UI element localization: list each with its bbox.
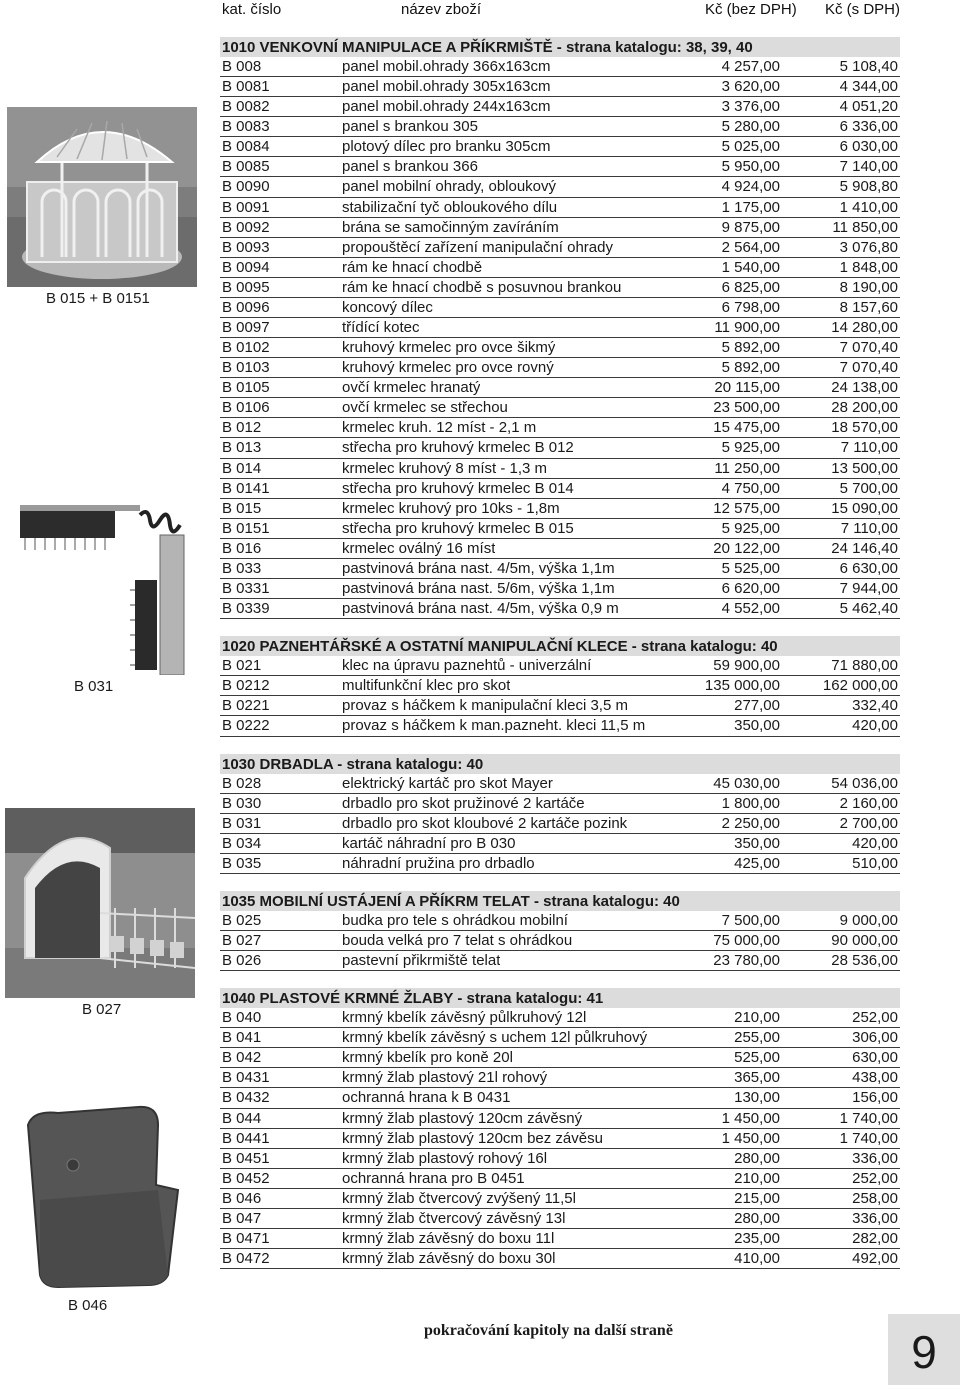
table-row bbox=[220, 1068, 900, 1088]
price-vat: 54 036,00 bbox=[831, 774, 898, 792]
price-vat: 336,00 bbox=[852, 1149, 898, 1167]
item-code: B 014 bbox=[222, 459, 262, 477]
item-name: ovčí krmelec se střechou bbox=[342, 399, 508, 417]
item-name: propouštěcí zařízení manipulační ohrady bbox=[342, 238, 613, 256]
item-name: krmný kbelík závěsný půlkruhový 12l bbox=[342, 1009, 587, 1027]
price-vat: 5 462,40 bbox=[839, 600, 898, 618]
item-name: ovčí krmelec hranatý bbox=[342, 379, 481, 397]
item-code: B 035 bbox=[222, 854, 262, 872]
table-row bbox=[220, 1229, 900, 1249]
price-vat: 6 030,00 bbox=[839, 138, 898, 156]
section-title: 1010 VENKOVNÍ MANIPULACE A PŘÍKRMIŠTĚ - strana katalogu: 38, 39, 40 bbox=[220, 37, 900, 57]
table-row bbox=[220, 951, 900, 971]
item-code: B 015 bbox=[222, 499, 262, 517]
item-name: plotový dílec pro branku 305cm bbox=[342, 138, 551, 156]
item-code: B 016 bbox=[222, 539, 262, 557]
price-vat: 420,00 bbox=[852, 717, 898, 735]
price-no-vat: 5 280,00 bbox=[721, 118, 780, 136]
item-name: panel mobilní ohrady, obloukový bbox=[342, 178, 557, 196]
item-name: krmný žlab závěsný do boxu 11l bbox=[342, 1229, 555, 1247]
item-name: náhradní pružina pro drbadlo bbox=[342, 854, 535, 872]
table-row bbox=[220, 1149, 900, 1169]
table-row bbox=[220, 77, 900, 97]
table-row bbox=[220, 1249, 900, 1269]
price-no-vat: 1 450,00 bbox=[721, 1129, 780, 1147]
section-title: 1035 MOBILNÍ USTÁJENÍ A PŘÍKRM TELAT - strana katalogu: 40 bbox=[220, 891, 900, 911]
price-no-vat: 20 115,00 bbox=[714, 379, 780, 397]
price-vat: 28 536,00 bbox=[831, 952, 898, 970]
item-code: B 0222 bbox=[222, 717, 270, 735]
table-row bbox=[220, 318, 900, 338]
calf-hutch-photo bbox=[5, 808, 195, 998]
table-row bbox=[220, 559, 900, 579]
item-name: krmný kbelík závěsný s uchem 12l půlkruhový bbox=[342, 1029, 648, 1047]
table-row bbox=[220, 278, 900, 298]
item-name: brána se samočinným zavíráním bbox=[342, 218, 559, 236]
item-code: B 0441 bbox=[222, 1129, 270, 1147]
item-code: B 033 bbox=[222, 559, 262, 577]
price-vat: 7 110,00 bbox=[840, 519, 898, 537]
item-name: kruhový krmelec pro ovce šikmý bbox=[342, 339, 556, 357]
item-code: B 0221 bbox=[222, 697, 270, 715]
price-no-vat: 3 620,00 bbox=[721, 78, 780, 96]
price-vat: 630,00 bbox=[852, 1049, 898, 1067]
table-row bbox=[220, 238, 900, 258]
price-no-vat: 4 924,00 bbox=[721, 178, 780, 196]
item-name: koncový dílec bbox=[342, 298, 433, 316]
price-vat: 28 200,00 bbox=[831, 399, 898, 417]
price-no-vat: 59 900,00 bbox=[713, 657, 780, 675]
price-vat: 71 880,00 bbox=[831, 657, 898, 675]
item-name: krmný žlab plastový rohový 16l bbox=[342, 1149, 548, 1167]
price-no-vat: 5 925,00 bbox=[721, 519, 780, 537]
price-no-vat: 4 750,00 bbox=[721, 479, 780, 497]
price-vat: 5 908,80 bbox=[839, 178, 898, 196]
price-vat: 6 630,00 bbox=[839, 559, 898, 577]
price-vat: 8 190,00 bbox=[839, 278, 898, 296]
item-code: B 0451 bbox=[222, 1149, 270, 1167]
table-row bbox=[220, 854, 900, 874]
item-code: B 021 bbox=[222, 657, 262, 675]
table-row bbox=[220, 157, 900, 177]
price-no-vat: 7 500,00 bbox=[721, 911, 780, 929]
price-vat: 258,00 bbox=[852, 1189, 898, 1207]
continuation-note: pokračování kapitoly na další straně bbox=[424, 1322, 673, 1339]
table-row bbox=[220, 117, 900, 137]
table-row bbox=[220, 418, 900, 438]
brush-scratcher-photo bbox=[15, 495, 205, 675]
price-vat: 2 160,00 bbox=[839, 794, 898, 812]
table-row bbox=[220, 97, 900, 117]
item-name: kartáč náhradní pro B 030 bbox=[342, 834, 516, 852]
item-code: B 0090 bbox=[222, 178, 270, 196]
item-code: B 0105 bbox=[222, 379, 270, 397]
table-row bbox=[220, 911, 900, 931]
item-name: klec na úpravu paznehtů - univerzální bbox=[342, 657, 592, 675]
item-name: krmelec oválný 16 míst bbox=[342, 539, 496, 557]
item-code: B 0452 bbox=[222, 1169, 270, 1187]
item-code: B 0097 bbox=[222, 319, 270, 337]
price-vat: 492,00 bbox=[852, 1250, 898, 1268]
price-vat: 15 090,00 bbox=[831, 499, 898, 517]
price-vat: 24 146,40 bbox=[831, 539, 898, 557]
price-no-vat: 75 000,00 bbox=[713, 931, 780, 949]
table-row bbox=[220, 814, 900, 834]
price-vat: 7 070,40 bbox=[839, 339, 898, 357]
table-row bbox=[220, 519, 900, 539]
price-no-vat: 425,00 bbox=[734, 854, 780, 872]
price-vat: 336,00 bbox=[852, 1209, 898, 1227]
price-no-vat: 6 620,00 bbox=[721, 580, 780, 598]
table-row bbox=[220, 57, 900, 77]
item-code: B 0141 bbox=[222, 479, 270, 497]
table-row bbox=[220, 1169, 900, 1189]
table-row bbox=[220, 599, 900, 619]
table-row bbox=[220, 258, 900, 278]
price-vat: 5 108,40 bbox=[839, 58, 898, 75]
price-vat: 1 740,00 bbox=[839, 1109, 898, 1127]
item-name: krmelec kruhový pro 10ks - 1,8m bbox=[342, 499, 560, 517]
price-no-vat: 130,00 bbox=[734, 1089, 780, 1107]
table-row bbox=[220, 358, 900, 378]
price-vat: 7 110,00 bbox=[840, 439, 898, 457]
price-no-vat: 12 575,00 bbox=[713, 499, 780, 517]
item-name: drbadlo pro skot kloubové 2 kartáče pozink bbox=[342, 814, 628, 832]
item-code: B 0103 bbox=[222, 359, 270, 377]
price-no-vat: 235,00 bbox=[734, 1229, 780, 1247]
price-no-vat: 525,00 bbox=[734, 1049, 780, 1067]
item-name: pastvinová brána nast. 4/5m, výška 0,9 m bbox=[342, 600, 619, 618]
item-code: B 0091 bbox=[222, 198, 270, 216]
item-code: B 0212 bbox=[222, 677, 270, 695]
header-price-no-vat: Kč (bez DPH) bbox=[705, 1, 797, 18]
table-row bbox=[220, 931, 900, 951]
item-name: panel s brankou 366 bbox=[342, 158, 478, 176]
item-name: kruhový krmelec pro ovce rovný bbox=[342, 359, 554, 377]
item-code: B 0095 bbox=[222, 278, 270, 296]
price-vat: 438,00 bbox=[852, 1069, 898, 1087]
price-vat: 7 070,40 bbox=[839, 359, 898, 377]
price-vat: 8 157,60 bbox=[839, 298, 898, 316]
price-vat: 156,00 bbox=[852, 1089, 898, 1107]
price-no-vat: 215,00 bbox=[734, 1189, 780, 1207]
item-code: B 030 bbox=[222, 794, 262, 812]
price-no-vat: 2 250,00 bbox=[721, 814, 780, 832]
price-no-vat: 5 892,00 bbox=[721, 339, 780, 357]
item-name: krmný žlab plastový 120cm závěsný bbox=[342, 1109, 583, 1127]
table-row bbox=[220, 539, 900, 559]
item-code: B 028 bbox=[222, 774, 262, 792]
item-code: B 0092 bbox=[222, 218, 270, 236]
price-vat: 13 500,00 bbox=[831, 459, 898, 477]
table-row bbox=[220, 499, 900, 519]
price-no-vat: 210,00 bbox=[734, 1169, 780, 1187]
table-row bbox=[220, 338, 900, 358]
item-name: panel mobil.ohrady 244x163cm bbox=[342, 98, 551, 116]
item-name: stabilizační tyč obloukového dílu bbox=[342, 198, 558, 216]
caption-feeder: B 015 + B 0151 bbox=[46, 290, 150, 307]
price-no-vat: 2 564,00 bbox=[721, 238, 780, 256]
price-no-vat: 5 950,00 bbox=[721, 158, 780, 176]
item-name: pastvinová brána nast. 4/5m, výška 1,1m bbox=[342, 559, 615, 577]
header-code: kat. číslo bbox=[222, 1, 282, 18]
item-code: B 0085 bbox=[222, 158, 270, 176]
price-no-vat: 350,00 bbox=[734, 717, 780, 735]
price-vat: 5 700,00 bbox=[839, 479, 898, 497]
price-vat: 9 000,00 bbox=[839, 911, 898, 929]
item-code: B 031 bbox=[222, 814, 262, 832]
price-no-vat: 23 780,00 bbox=[713, 952, 780, 970]
table-row bbox=[220, 1088, 900, 1108]
price-no-vat: 1 175,00 bbox=[721, 198, 780, 216]
item-code: B 0106 bbox=[222, 399, 270, 417]
item-name: krmný žlab plastový 120cm bez závěsu bbox=[342, 1129, 603, 1147]
item-name: elektrický kartáč pro skot Mayer bbox=[342, 774, 553, 792]
price-no-vat: 6 798,00 bbox=[721, 298, 780, 316]
item-code: B 0094 bbox=[222, 258, 270, 276]
item-name: budka pro tele s ohrádkou mobilní bbox=[342, 911, 568, 929]
item-code: B 0093 bbox=[222, 238, 270, 256]
item-code: B 0339 bbox=[222, 600, 270, 618]
catalog-section bbox=[220, 988, 900, 1269]
page-number: 9 bbox=[888, 1314, 960, 1385]
price-vat: 252,00 bbox=[852, 1169, 898, 1187]
table-row bbox=[220, 579, 900, 599]
item-code: B 042 bbox=[222, 1049, 262, 1067]
item-code: B 0082 bbox=[222, 98, 270, 116]
table-row bbox=[220, 656, 900, 676]
table-row bbox=[220, 198, 900, 218]
item-code: B 0084 bbox=[222, 138, 270, 156]
price-no-vat: 15 475,00 bbox=[713, 419, 780, 437]
table-row bbox=[220, 794, 900, 814]
table-row bbox=[220, 378, 900, 398]
item-code: B 025 bbox=[222, 911, 262, 929]
price-vat: 7 944,00 bbox=[839, 580, 898, 598]
price-no-vat: 1 450,00 bbox=[721, 1109, 780, 1127]
price-no-vat: 4 552,00 bbox=[721, 600, 780, 618]
price-no-vat: 135 000,00 bbox=[704, 677, 780, 695]
caption-trough: B 046 bbox=[68, 1297, 108, 1314]
price-vat: 4 051,20 bbox=[839, 98, 898, 116]
item-name: krmný kbelík pro koně 20l bbox=[342, 1049, 513, 1067]
item-code: B 0102 bbox=[222, 339, 270, 357]
item-name: pastevní přikrmiště telat bbox=[342, 952, 501, 970]
item-code: B 0331 bbox=[222, 580, 270, 598]
price-vat: 162 000,00 bbox=[822, 677, 898, 695]
item-code: B 008 bbox=[222, 58, 262, 75]
section-title: 1030 DRBADLA - strana katalogu: 40 bbox=[220, 754, 900, 774]
round-feeder-photo bbox=[7, 107, 197, 287]
price-no-vat: 4 257,00 bbox=[721, 58, 780, 75]
item-code: B 026 bbox=[222, 952, 262, 970]
item-name: krmný žlab závěsný do boxu 30l bbox=[342, 1250, 556, 1268]
table-row bbox=[220, 298, 900, 318]
item-name: pastvinová brána nast. 5/6m, výška 1,1m bbox=[342, 580, 615, 598]
trough-photo bbox=[18, 1105, 183, 1290]
item-name: bouda velká pro 7 telat s ohrádkou bbox=[342, 931, 573, 949]
price-vat: 2 700,00 bbox=[839, 814, 898, 832]
item-name: provaz s háčkem k manipulační kleci 3,5 m bbox=[342, 697, 628, 715]
price-no-vat: 23 500,00 bbox=[713, 399, 780, 417]
header-price-vat: Kč (s DPH) bbox=[825, 1, 900, 18]
item-name: krmný žlab plastový 21l rohový bbox=[342, 1069, 548, 1087]
table-row bbox=[220, 137, 900, 157]
price-vat: 6 336,00 bbox=[839, 118, 898, 136]
price-no-vat: 45 030,00 bbox=[713, 774, 780, 792]
price-no-vat: 6 825,00 bbox=[721, 278, 780, 296]
table-row bbox=[220, 479, 900, 499]
price-no-vat: 5 925,00 bbox=[721, 439, 780, 457]
table-row bbox=[220, 459, 900, 479]
header-name: název zboží bbox=[401, 1, 482, 18]
item-code: B 0472 bbox=[222, 1250, 270, 1268]
item-name: střecha pro kruhový krmelec B 015 bbox=[342, 519, 574, 537]
item-name: panel mobil.ohrady 305x163cm bbox=[342, 78, 551, 96]
item-code: B 041 bbox=[222, 1029, 262, 1047]
price-no-vat: 5 525,00 bbox=[721, 559, 780, 577]
price-no-vat: 11 900,00 bbox=[714, 319, 780, 337]
price-no-vat: 280,00 bbox=[734, 1149, 780, 1167]
price-vat: 90 000,00 bbox=[831, 931, 898, 949]
price-no-vat: 277,00 bbox=[734, 697, 780, 715]
item-name: panel mobil.ohrady 366x163cm bbox=[342, 58, 551, 75]
item-code: B 0431 bbox=[222, 1069, 270, 1087]
item-name: krmelec kruhový 8 míst - 1,3 m bbox=[342, 459, 548, 477]
table-row bbox=[220, 218, 900, 238]
catalog-section bbox=[220, 636, 900, 736]
item-code: B 046 bbox=[222, 1189, 262, 1207]
price-no-vat: 11 250,00 bbox=[714, 459, 780, 477]
item-code: B 044 bbox=[222, 1109, 262, 1127]
price-vat: 282,00 bbox=[852, 1229, 898, 1247]
price-vat: 14 280,00 bbox=[831, 319, 898, 337]
table-row bbox=[220, 696, 900, 716]
table-row bbox=[220, 676, 900, 696]
item-code: B 0083 bbox=[222, 118, 270, 136]
price-vat: 420,00 bbox=[852, 834, 898, 852]
price-list bbox=[220, 37, 900, 1286]
item-code: B 027 bbox=[222, 931, 262, 949]
price-no-vat: 365,00 bbox=[734, 1069, 780, 1087]
item-name: krmný žlab čtvercový závěsný 13l bbox=[342, 1209, 566, 1227]
item-code: B 0151 bbox=[222, 519, 270, 537]
table-row bbox=[220, 398, 900, 418]
price-no-vat: 5 025,00 bbox=[721, 138, 780, 156]
table-row bbox=[220, 1109, 900, 1129]
catalog-section bbox=[220, 754, 900, 874]
item-code: B 012 bbox=[222, 419, 262, 437]
price-vat: 4 344,00 bbox=[839, 78, 898, 96]
catalog-section bbox=[220, 891, 900, 971]
column-header bbox=[0, 0, 960, 22]
price-no-vat: 210,00 bbox=[734, 1009, 780, 1027]
price-no-vat: 20 122,00 bbox=[713, 539, 780, 557]
item-code: B 0432 bbox=[222, 1089, 270, 1107]
item-code: B 040 bbox=[222, 1009, 262, 1027]
item-name: provaz s háčkem k man.pazneht. kleci 11,5 m bbox=[342, 717, 646, 735]
price-no-vat: 350,00 bbox=[734, 834, 780, 852]
table-row bbox=[220, 438, 900, 458]
table-row bbox=[220, 1048, 900, 1068]
price-no-vat: 255,00 bbox=[734, 1029, 780, 1047]
price-vat: 510,00 bbox=[852, 854, 898, 872]
price-no-vat: 9 875,00 bbox=[721, 218, 780, 236]
price-vat: 306,00 bbox=[852, 1029, 898, 1047]
item-code: B 013 bbox=[222, 439, 262, 457]
item-name: krmelec kruh. 12 míst - 2,1 m bbox=[342, 419, 537, 437]
item-code: B 0096 bbox=[222, 298, 270, 316]
item-code: B 0081 bbox=[222, 78, 270, 96]
price-vat: 18 570,00 bbox=[831, 419, 898, 437]
price-vat: 7 140,00 bbox=[839, 158, 898, 176]
price-no-vat: 5 892,00 bbox=[721, 359, 780, 377]
item-name: ochranná hrana k B 0431 bbox=[342, 1089, 511, 1107]
section-title: 1020 PAZNEHTÁŘSKÉ A OSTATNÍ MANIPULAČNÍ KLECE - strana katalogu: 40 bbox=[220, 636, 900, 656]
item-code: B 0471 bbox=[222, 1229, 270, 1247]
caption-calf-hutch: B 027 bbox=[82, 1001, 122, 1018]
catalog-section bbox=[220, 37, 900, 619]
price-vat: 252,00 bbox=[852, 1009, 898, 1027]
item-name: střecha pro kruhový krmelec B 014 bbox=[342, 479, 574, 497]
price-vat: 332,40 bbox=[852, 697, 898, 715]
item-code: B 034 bbox=[222, 834, 262, 852]
table-row bbox=[220, 774, 900, 794]
price-no-vat: 1 540,00 bbox=[721, 258, 780, 276]
item-name: krmný žlab čtvercový zvýšený 11,5l bbox=[342, 1189, 576, 1207]
table-row bbox=[220, 1189, 900, 1209]
item-name: multifunkční klec pro skot bbox=[342, 677, 511, 695]
table-row bbox=[220, 177, 900, 197]
price-no-vat: 3 376,00 bbox=[721, 98, 780, 116]
section-title: 1040 PLASTOVÉ KRMNÉ ŽLABY - strana katalogu: 41 bbox=[220, 988, 900, 1008]
caption-brush: B 031 bbox=[74, 678, 114, 695]
item-name: střecha pro kruhový krmelec B 012 bbox=[342, 439, 574, 457]
price-vat: 1 848,00 bbox=[839, 258, 898, 276]
item-name: panel s brankou 305 bbox=[342, 118, 478, 136]
item-name: třídící kotec bbox=[342, 319, 420, 337]
table-row bbox=[220, 1209, 900, 1229]
item-name: rám ke hnací chodbě bbox=[342, 258, 483, 276]
table-row bbox=[220, 716, 900, 736]
price-no-vat: 1 800,00 bbox=[721, 794, 780, 812]
price-no-vat: 410,00 bbox=[734, 1250, 780, 1268]
price-vat: 1 740,00 bbox=[839, 1129, 898, 1147]
table-row bbox=[220, 1129, 900, 1149]
price-vat: 24 138,00 bbox=[831, 379, 898, 397]
price-vat: 3 076,80 bbox=[839, 238, 898, 256]
item-code: B 047 bbox=[222, 1209, 262, 1227]
table-row bbox=[220, 834, 900, 854]
table-row bbox=[220, 1008, 900, 1028]
item-name: ochranná hrana pro B 0451 bbox=[342, 1169, 525, 1187]
table-row bbox=[220, 1028, 900, 1048]
price-no-vat: 280,00 bbox=[734, 1209, 780, 1227]
price-vat: 1 410,00 bbox=[839, 198, 898, 216]
item-name: rám ke hnací chodbě s posuvnou brankou bbox=[342, 278, 622, 296]
price-vat: 11 850,00 bbox=[832, 218, 898, 236]
item-name: drbadlo pro skot pružinové 2 kartáče bbox=[342, 794, 585, 812]
